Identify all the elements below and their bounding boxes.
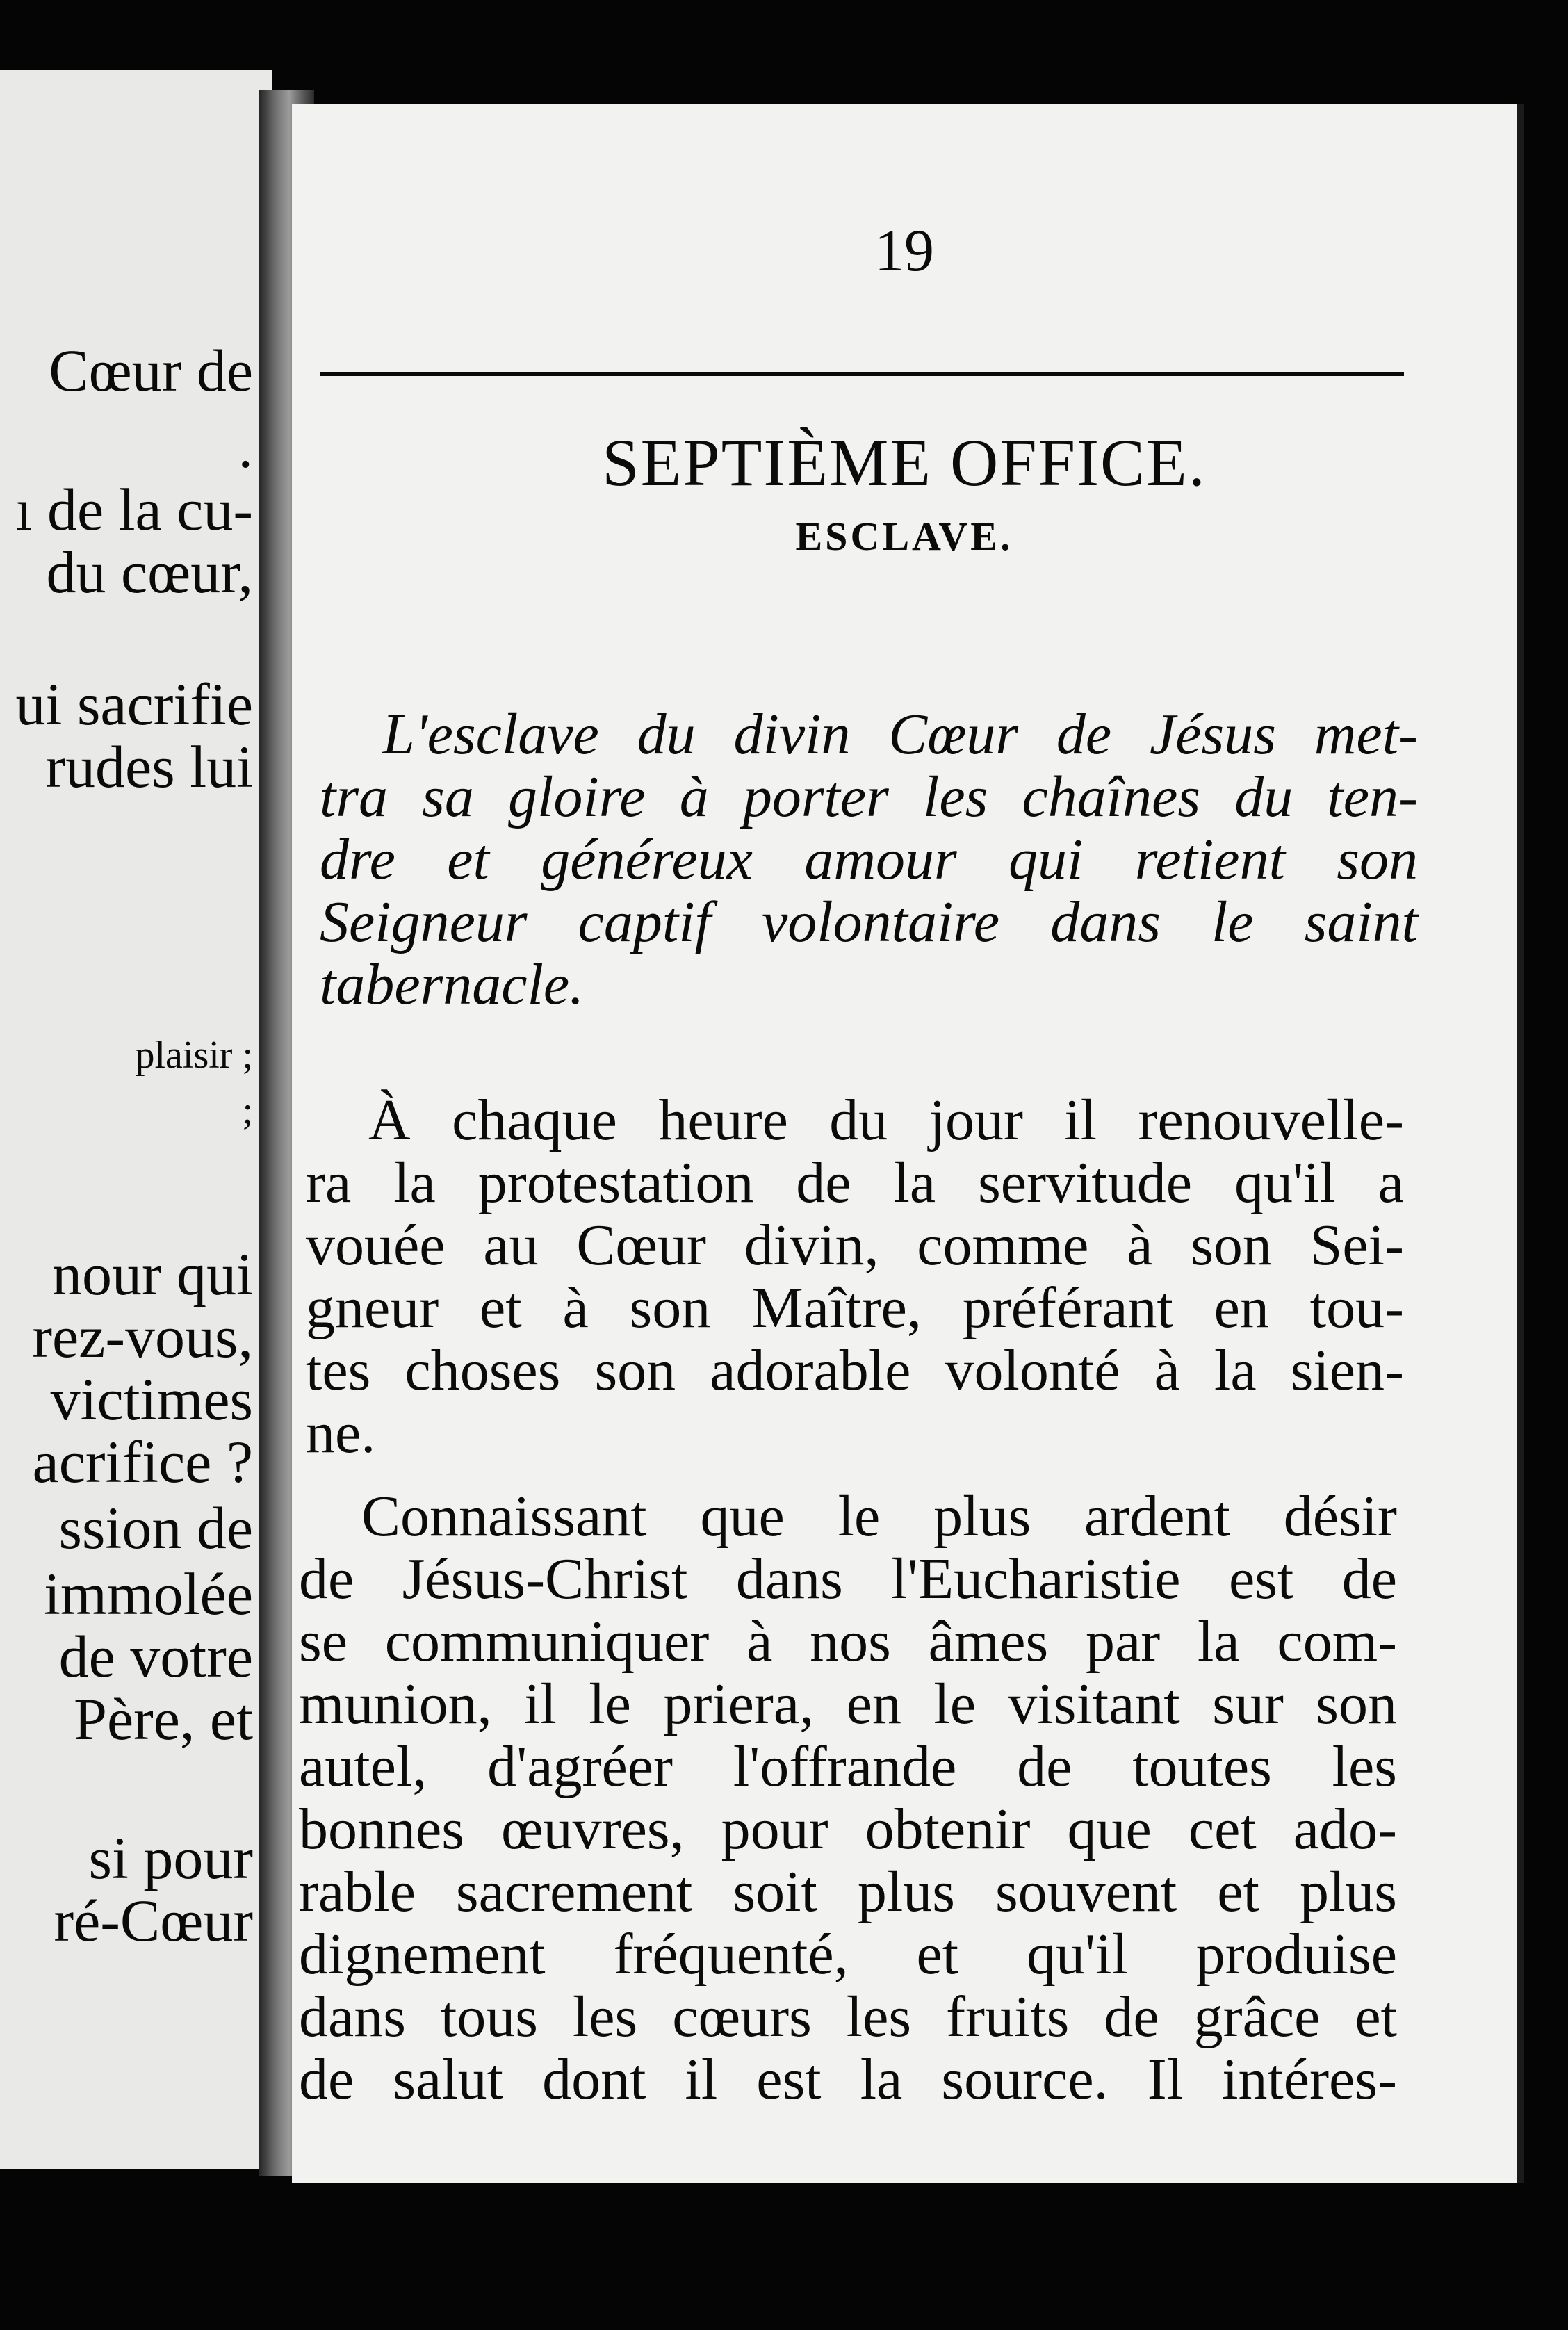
left-page-line: immolée <box>44 1561 253 1627</box>
left-page-line: plaisir ; <box>135 1034 253 1077</box>
left-page-line: Cœur de <box>49 337 253 404</box>
left-page-line: rudes lui <box>45 733 253 800</box>
page-number: 19 <box>874 217 934 284</box>
paragraph-line: dans tous les cœurs les fruits de grâce et <box>299 1985 1397 2049</box>
paragraph-line: munion, il le priera, en le visitant sur son <box>299 1672 1397 1736</box>
intro-line: dre et généreux amour qui retient son <box>320 827 1418 892</box>
left-page-line: du cœur, <box>46 539 253 605</box>
left-page-line: Père, et <box>74 1686 253 1752</box>
paragraph-line: rable sacrement soit plus souvent et plus <box>299 1859 1397 1924</box>
left-page-line: ı de la cu- <box>15 476 253 543</box>
right-page <box>292 104 1524 2183</box>
intro-line: tra sa gloire à porter les chaînes du ten- <box>320 765 1418 829</box>
paragraph-line: ne. <box>306 1401 376 1465</box>
paragraph-line: de salut dont il est la source. Il intéres- <box>299 2047 1397 2112</box>
paragraph-line: ra la protestation de la servitude qu'il a <box>306 1150 1404 1215</box>
section-title: SEPTIÈME OFFICE. <box>602 425 1207 500</box>
section-subtitle: ESCLAVE. <box>795 514 1013 559</box>
paragraph-line: dignement fréquenté, et qu'il produise <box>299 1922 1397 1987</box>
intro-line: Seigneur captif volontaire dans le saint <box>320 890 1418 954</box>
paragraph-line: de Jésus-Christ dans l'Eucharistie est de <box>299 1547 1397 1611</box>
left-page-line: ui sacrifie <box>15 671 253 738</box>
paragraph-line: autel, d'agréer l'offrande de toutes les <box>299 1734 1397 1799</box>
left-page-line: de votre <box>58 1623 253 1690</box>
left-page-line: victimes <box>50 1366 253 1433</box>
paragraph-line: bonnes œuvres, pour obtenir que cet ado- <box>299 1797 1397 1861</box>
header-rule <box>320 372 1404 376</box>
intro-line: tabernacle. <box>320 952 585 1017</box>
paragraph-line: À chaque heure du jour il renouvelle- <box>368 1088 1404 1152</box>
left-page-line: rez-vous, <box>32 1303 253 1370</box>
paragraph-line: Connaissant que le plus ardent désir <box>361 1484 1397 1549</box>
paragraph-line: gneur et à son Maître, préférant en tou- <box>306 1276 1404 1340</box>
paragraph-line: tes choses son adorable volonté à la sien- <box>306 1338 1404 1403</box>
left-page-line: . <box>238 414 253 480</box>
left-page-fragment <box>0 70 272 2169</box>
intro-line: L'esclave du divin Cœur de Jésus met- <box>382 702 1418 767</box>
left-page-line: ; <box>242 1089 253 1132</box>
left-page-line: acrifice ? <box>32 1428 253 1495</box>
left-page-line: nour qui <box>51 1241 253 1307</box>
left-page-line: ssion de <box>58 1494 253 1561</box>
left-page-line: si pour <box>88 1825 253 1891</box>
left-page-line: ré-Cœur <box>54 1887 253 1954</box>
paragraph-line: vouée au Cœur divin, comme à son Sei- <box>306 1213 1404 1278</box>
paragraph-line: se communiquer à nos âmes par la com- <box>299 1609 1397 1674</box>
